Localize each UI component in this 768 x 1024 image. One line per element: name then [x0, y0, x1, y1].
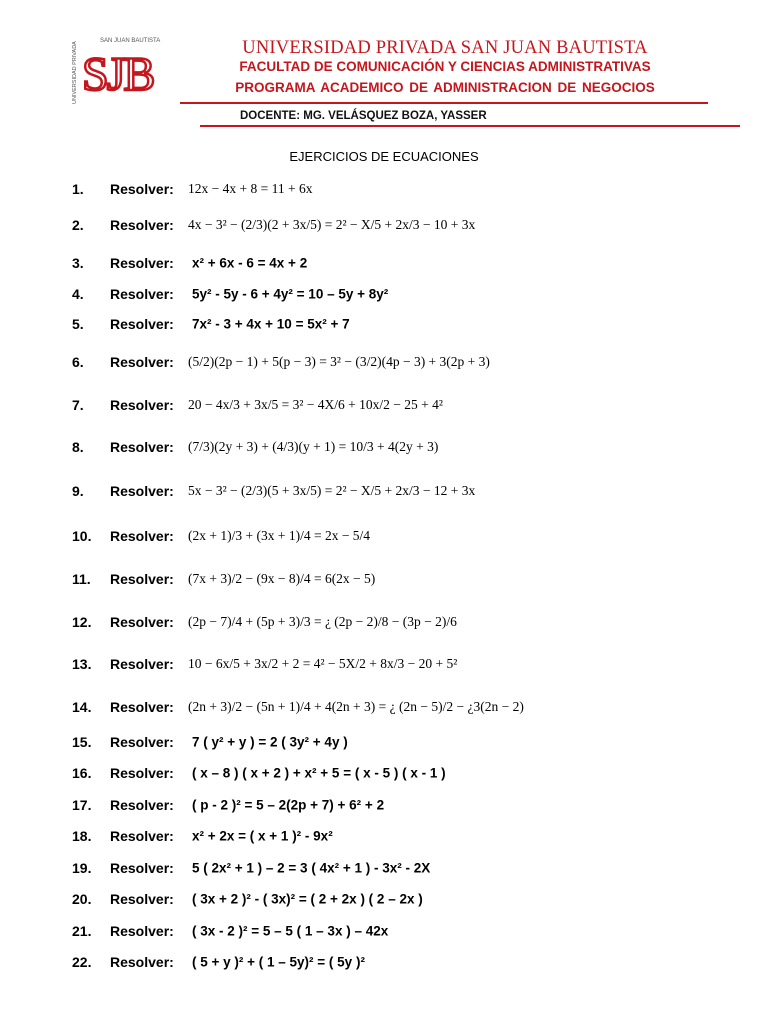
exercise-equation: 20 − 4x/3 + 3x/5 = 3² − 4X/6 + 10x/2 − 25 + 4²: [188, 397, 443, 412]
exercise-row: [0, 427, 768, 467]
exercise-equation: 7 ( y² + y ) = 2 ( 3y² + 4y ): [192, 734, 348, 750]
exercise-label: Resolver:: [110, 797, 174, 813]
exercise-row: [0, 644, 768, 684]
exercise-number: 9.: [72, 483, 84, 499]
logo-caption: SAN JUAN BAUTISTA: [100, 38, 161, 44]
exercise-label: Resolver:: [110, 217, 174, 233]
exercise-row: [0, 559, 768, 599]
exercise-number: 16.: [72, 765, 92, 781]
exercise-equation: 4x − 3² − (2/3)(2 + 3x/5) = 2² − X/5 + 2x/3 − 10 + 3x: [188, 217, 476, 232]
exercise-equation: (7x + 3)/2 − (9x − 8)/4 = 6(2x − 5): [188, 571, 376, 586]
exercise-equation: ( 5 + y )² + ( 1 – 5y)² = ( 5y )²: [192, 954, 365, 970]
page-title: EJERCICIOS DE ECUACIONES: [289, 149, 479, 164]
exercise-label: Resolver:: [110, 614, 174, 630]
exercise-row: [0, 602, 768, 642]
exercise-equation: (7/3)(2y + 3) + (4/3)(y + 1) = 10/3 + 4(2y + 3): [188, 439, 439, 454]
exercise-label: Resolver:: [110, 828, 174, 844]
exercise-equation: (2x + 1)/3 + (3x + 1)/4 = 2x − 5/4: [188, 528, 371, 543]
exercise-label: Resolver:: [110, 528, 174, 544]
exercise-number: 17.: [72, 797, 92, 813]
exercise-number: 10.: [72, 528, 92, 544]
exercise-equation: 5 ( 2x² + 1 ) – 2 = 3 ( 4x² + 1 ) - 3x² - 2X: [192, 860, 431, 876]
exercise-label: Resolver:: [110, 734, 174, 750]
exercise-number: 4.: [72, 286, 84, 302]
exercise-equation: ( x – 8 ) ( x + 2 ) + x² + 5 = ( x - 5 ) ( x - 1 ): [192, 765, 446, 781]
exercise-row: [0, 516, 768, 556]
exercise-row: [0, 342, 768, 382]
exercise-label: Resolver:: [110, 954, 174, 970]
header-divider-top: [180, 102, 708, 104]
exercise-number: 15.: [72, 734, 92, 750]
exercise-equation: 5x − 3² − (2/3)(5 + 3x/5) = 2² − X/5 + 2x/3 − 12 + 3x: [188, 483, 476, 498]
university-name: UNIVERSIDAD PRIVADA SAN JUAN BAUTISTA: [242, 38, 648, 58]
university-logo: [66, 34, 166, 106]
exercise-number: 13.: [72, 656, 92, 672]
exercise-equation: 7x² - 3 + 4x + 10 = 5x² + 7: [192, 316, 350, 332]
header-divider-bottom: [200, 125, 740, 127]
exercise-number: 1.: [72, 181, 84, 197]
exercise-number: 8.: [72, 439, 84, 455]
exercise-label: Resolver:: [110, 181, 174, 197]
exercise-number: 22.: [72, 954, 92, 970]
exercise-number: 18.: [72, 828, 92, 844]
exercise-label: Resolver:: [110, 354, 174, 370]
exercise-label: Resolver:: [110, 656, 174, 672]
exercise-row: [0, 942, 768, 982]
exercise-number: 7.: [72, 397, 84, 413]
exercise-row: [0, 304, 768, 344]
exercise-number: 2.: [72, 217, 84, 233]
teacher-name: DOCENTE: MG. VELÁSQUEZ BOZA, YASSER: [240, 110, 487, 122]
exercise-equation: ( 3x + 2 )² - ( 3x)² = ( 2 + 2x ) ( 2 – 2x ): [192, 891, 423, 907]
exercise-label: Resolver:: [110, 699, 174, 715]
exercise-number: 19.: [72, 860, 92, 876]
exercise-number: 14.: [72, 699, 92, 715]
exercise-label: Resolver:: [110, 571, 174, 587]
exercise-equation: 5y² - 5y - 6 + 4y² = 10 – 5y + 8y²: [192, 286, 389, 302]
logo-letters: SJB: [82, 48, 154, 101]
exercise-number: 11.: [72, 571, 91, 587]
exercise-number: 21.: [72, 923, 92, 939]
exercise-number: 5.: [72, 316, 84, 332]
exercise-label: Resolver:: [110, 765, 174, 781]
exercise-label: Resolver:: [110, 397, 174, 413]
exercise-equation: (2p − 7)/4 + (5p + 3)/3 = ¿ (2p − 2)/8 − (3p − 2)/6: [188, 614, 457, 629]
exercise-equation: x² + 6x - 6 = 4x + 2: [192, 255, 308, 271]
exercise-row: [0, 385, 768, 425]
document-header: [0, 0, 768, 140]
exercise-number: 20.: [72, 891, 92, 907]
program-name: PROGRAMA ACADEMICO DE ADMINISTRACION DE NEGOCIOS: [235, 80, 655, 95]
exercise-label: Resolver:: [110, 255, 174, 271]
exercise-equation: 10 − 6x/5 + 3x/2 + 2 = 4² − 5X/2 + 8x/3 − 20 + 5²: [188, 656, 458, 671]
exercise-number: 12.: [72, 614, 92, 630]
exercise-label: Resolver:: [110, 439, 174, 455]
exercise-label: Resolver:: [110, 891, 174, 907]
logo-side-text: UNIVERSIDAD PRIVADA: [72, 41, 78, 104]
exercise-row: [0, 471, 768, 511]
exercise-number: 6.: [72, 354, 84, 370]
exercise-label: Resolver:: [110, 286, 174, 302]
exercise-equation: ( p - 2 )² = 5 – 2(2p + 7) + 6² + 2: [192, 797, 385, 813]
exercise-number: 3.: [72, 255, 84, 271]
exercise-label: Resolver:: [110, 483, 174, 499]
exercise-equation: 12x − 4x + 8 = 11 + 6x: [188, 181, 313, 196]
exercise-row: [0, 687, 768, 727]
exercise-label: Resolver:: [110, 860, 174, 876]
exercise-row: [0, 205, 768, 245]
exercise-label: Resolver:: [110, 923, 174, 939]
exercise-equation: (5/2)(2p − 1) + 5(p − 3) = 3² − (3/2)(4p − 3) + 3(2p + 3): [188, 354, 490, 369]
exercise-label: Resolver:: [110, 316, 174, 332]
exercise-equation: (2n + 3)/2 − (5n + 1)/4 + 4(2n + 3) = ¿ (2n − 5)/2 − ¿3(2n − 2): [188, 699, 524, 714]
faculty-name: FACULTAD DE COMUNICACIÓN Y CIENCIAS ADMINISTRATIVAS: [239, 59, 651, 74]
exercise-row: [0, 169, 768, 209]
exercise-equation: x² + 2x = ( x + 1 )² - 9x²: [192, 828, 333, 844]
exercise-equation: ( 3x - 2 )² = 5 – 5 ( 1 – 3x ) – 42x: [192, 923, 389, 939]
